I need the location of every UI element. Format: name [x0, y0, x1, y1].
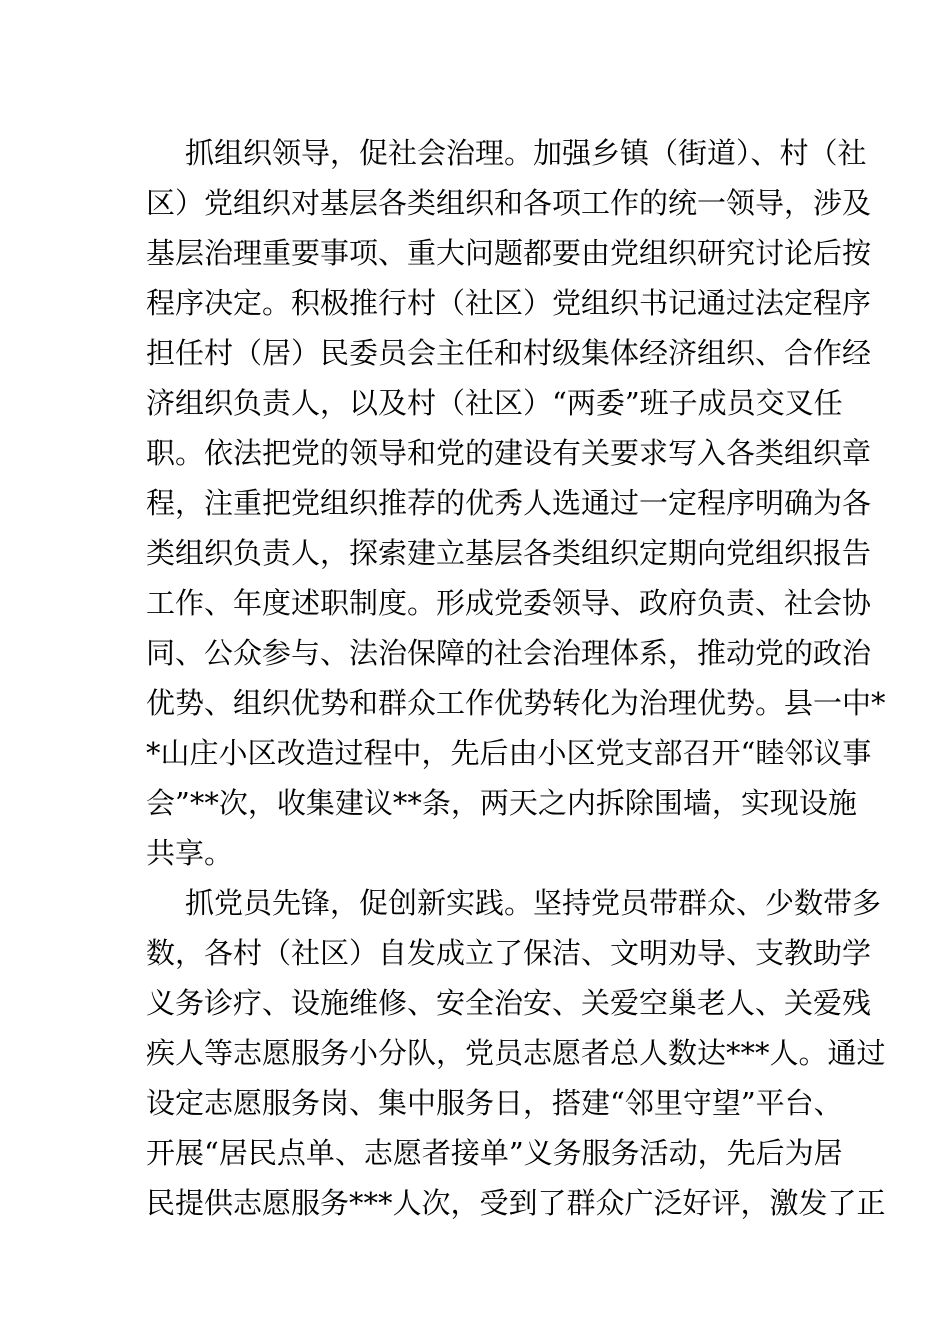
- paragraph-party-vanguard: [146, 878, 886, 1228]
- paragraph-social-governance: [146, 128, 886, 878]
- text-line: 济组织负责人，以及村（社区）“两委”班子成员交叉任: [146, 386, 843, 420]
- text-line: 开展“居民点单、志愿者接单”义务服务活动，先后为居: [146, 1136, 843, 1170]
- text-line: 基层治理重要事项、重大问题都要由党组织研究讨论后按: [146, 236, 872, 270]
- text-line: 同、公众参与、法治保障的社会治理体系，推动党的政治: [146, 636, 872, 670]
- text-line: 疾人等志愿服务小分队，党员志愿者总人数达***人。通过: [146, 1036, 886, 1070]
- text-line: 会”**次，收集建议**条，两天之内拆除围墙，实现设施: [146, 786, 857, 820]
- text-line: 抓党员先锋，促创新实践。坚持党员带群众、少数带多: [185, 886, 882, 920]
- text-line: 程，注重把党组织推荐的优秀人选通过一定程序明确为各: [146, 486, 872, 520]
- text-line: 设定志愿服务岗、集中服务日，搭建“邻里守望”平台、: [146, 1086, 843, 1120]
- text-line: 担任村（居）民委员会主任和村级集体经济组织、合作经: [146, 336, 872, 370]
- document-body: [146, 128, 886, 1228]
- text-line: 区）党组织对基层各类组织和各项工作的统一领导，涉及: [146, 186, 872, 220]
- text-line: 类组织负责人，探索建立基层各类组织定期向党组织报告: [146, 536, 872, 570]
- text-line: 优势、组织优势和群众工作优势转化为治理优势。县一中*: [146, 686, 886, 720]
- text-line: 抓组织领导，促社会治理。加强乡镇（街道）、村（社: [185, 136, 867, 170]
- text-line: 共享。: [146, 836, 234, 870]
- text-line: 数，各村（社区）自发成立了保洁、文明劝导、支教助学: [146, 936, 872, 970]
- text-line: *山庄小区改造过程中，先后由小区党支部召开“睦邻议事: [146, 736, 872, 770]
- text-line: 职。依法把党的领导和党的建设有关要求写入各类组织章: [146, 436, 872, 470]
- text-line: 民提供志愿服务***人次，受到了群众广泛好评，激发了正: [146, 1186, 886, 1220]
- text-line: 程序决定。积极推行村（社区）党组织书记通过法定程序: [146, 286, 872, 320]
- text-line: 义务诊疗、设施维修、安全治安、关爱空巢老人、关爱残: [146, 986, 872, 1020]
- text-line: 工作、年度述职制度。形成党委领导、政府负责、社会协: [146, 586, 872, 620]
